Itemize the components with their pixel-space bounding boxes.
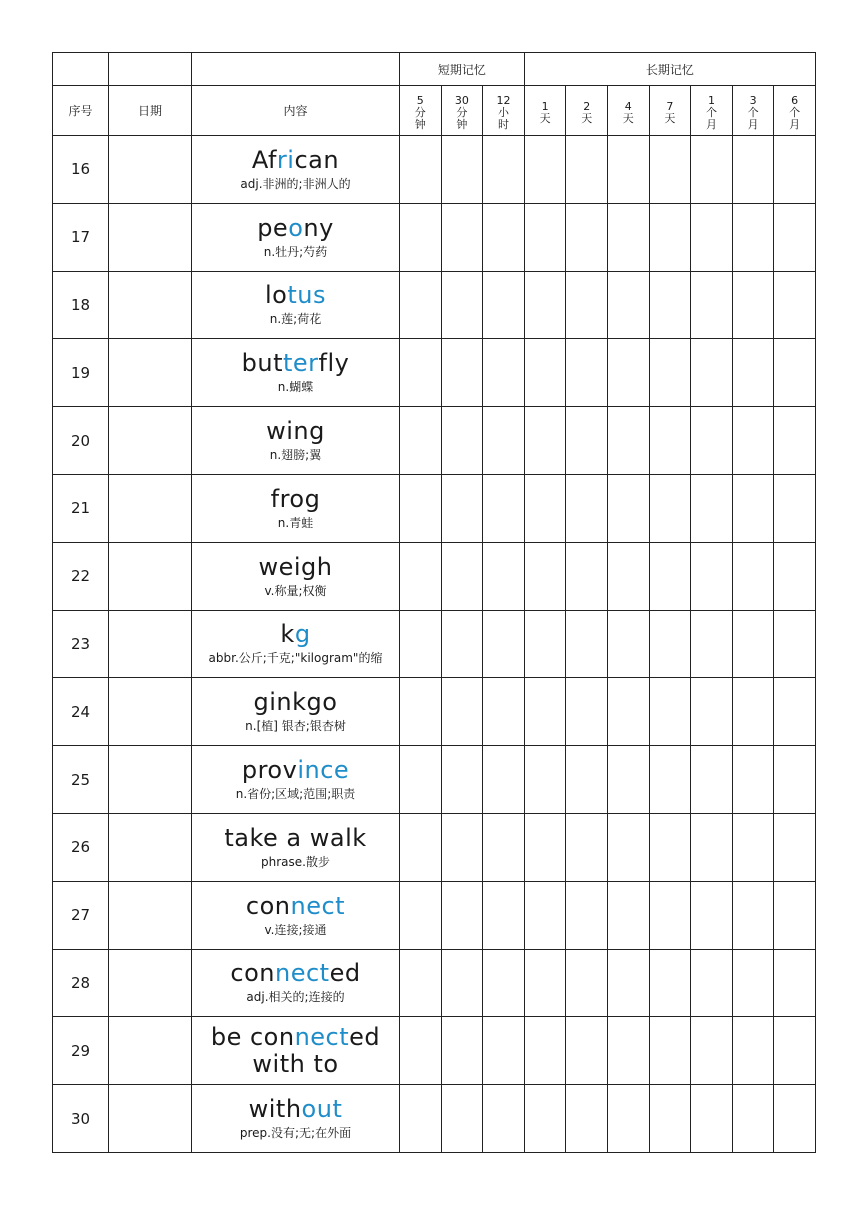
content-cell — [192, 474, 400, 542]
review-checkbox-cell-1[interactable] — [441, 407, 483, 475]
word-rows — [53, 136, 816, 1153]
review-checkbox-cell-8[interactable] — [732, 136, 774, 204]
review-checkbox-cell-7[interactable] — [691, 474, 733, 542]
date-cell[interactable] — [109, 678, 192, 746]
date-cell[interactable] — [109, 746, 192, 814]
blank-header-cell — [192, 53, 400, 86]
review-checkbox-cell-8[interactable] — [732, 339, 774, 407]
row-index: 25 — [53, 746, 109, 814]
review-checkbox-cell-9[interactable] — [774, 881, 816, 949]
word-highlight-segment: out — [301, 1095, 343, 1124]
row-index: 17 — [53, 203, 109, 271]
review-checkbox-cell-3[interactable] — [524, 407, 566, 475]
word-segment: ed — [349, 1022, 381, 1051]
review-checkbox-cell-2[interactable] — [483, 339, 525, 407]
interval-header-1: 30 分 钟 — [441, 86, 483, 136]
review-checkbox-cell-6[interactable] — [649, 610, 691, 678]
table-row — [53, 813, 816, 881]
row-index: 29 — [53, 1017, 109, 1085]
review-checkbox-cell-6[interactable] — [649, 339, 691, 407]
review-checkbox-cell-4[interactable] — [566, 949, 608, 1017]
word-segment: con — [245, 891, 291, 920]
review-checkbox-cell-6[interactable] — [649, 136, 691, 204]
row-index: 30 — [53, 1085, 109, 1153]
review-checkbox-cell-2[interactable] — [483, 271, 525, 339]
review-checkbox-cell-9[interactable] — [774, 542, 816, 610]
date-cell[interactable] — [109, 610, 192, 678]
content-cell — [192, 610, 400, 678]
review-checkbox-cell-1[interactable] — [441, 746, 483, 814]
content-cell — [192, 271, 400, 339]
review-checkbox-cell-1[interactable] — [441, 339, 483, 407]
table-row — [53, 474, 816, 542]
review-checkbox-cell-1[interactable] — [441, 271, 483, 339]
word-text — [192, 621, 399, 648]
review-checkbox-cell-5[interactable] — [608, 1017, 650, 1085]
header-row-columns — [53, 86, 816, 136]
review-checkbox-cell-7[interactable] — [691, 746, 733, 814]
review-checkbox-cell-2[interactable] — [483, 1017, 525, 1085]
header-row-groups — [53, 53, 816, 86]
word-text — [192, 689, 399, 716]
word-segment: but — [241, 349, 283, 378]
word-segment: weigh — [258, 552, 333, 581]
review-checkbox-cell-1[interactable] — [441, 474, 483, 542]
review-checkbox-cell-3[interactable] — [524, 1085, 566, 1153]
review-checkbox-cell-1[interactable] — [441, 949, 483, 1017]
row-index: 28 — [53, 949, 109, 1017]
review-checkbox-cell-7[interactable] — [691, 1017, 733, 1085]
date-cell[interactable] — [109, 542, 192, 610]
review-checkbox-cell-3[interactable] — [524, 271, 566, 339]
table-row — [53, 746, 816, 814]
review-checkbox-cell-8[interactable] — [732, 271, 774, 339]
word-text — [192, 554, 399, 581]
row-index: 22 — [53, 542, 109, 610]
date-cell[interactable] — [109, 339, 192, 407]
review-checkbox-cell-8[interactable] — [732, 1017, 774, 1085]
date-cell[interactable] — [109, 474, 192, 542]
review-checkbox-cell-6[interactable] — [649, 542, 691, 610]
review-checkbox-cell-3[interactable] — [524, 474, 566, 542]
word-highlight-segment: g — [294, 620, 311, 649]
word-segment: take a walk — [224, 823, 367, 852]
table-row — [53, 136, 816, 204]
interval-header-8: 3 个 月 — [732, 86, 774, 136]
review-checkbox-cell-7[interactable] — [691, 542, 733, 610]
review-checkbox-cell-9[interactable] — [774, 474, 816, 542]
review-checkbox-cell-4[interactable] — [566, 136, 608, 204]
review-checkbox-cell-2[interactable] — [483, 746, 525, 814]
content-cell — [192, 1085, 400, 1153]
interval-header-0: 5 分 钟 — [400, 86, 442, 136]
content-cell — [192, 1017, 400, 1085]
word-meaning: v.称量;权衡 — [264, 583, 327, 598]
table-row — [53, 407, 816, 475]
word-segment: Af — [251, 145, 277, 174]
review-checkbox-cell-0[interactable] — [400, 542, 442, 610]
interval-header-4: 2 天 — [566, 86, 608, 136]
review-checkbox-cell-8[interactable] — [732, 203, 774, 271]
review-checkbox-cell-2[interactable] — [483, 610, 525, 678]
word-text — [192, 893, 399, 920]
review-checkbox-cell-8[interactable] — [732, 474, 774, 542]
review-checkbox-cell-4[interactable] — [566, 813, 608, 881]
date-cell[interactable] — [109, 203, 192, 271]
review-checkbox-cell-5[interactable] — [608, 678, 650, 746]
word-text — [192, 757, 399, 784]
review-checkbox-cell-6[interactable] — [649, 881, 691, 949]
interval-header-5: 4 天 — [608, 86, 650, 136]
table-row — [53, 203, 816, 271]
word-text — [192, 282, 399, 309]
row-index: 18 — [53, 271, 109, 339]
row-index: 19 — [53, 339, 109, 407]
row-index: 27 — [53, 881, 109, 949]
review-checkbox-cell-7[interactable] — [691, 339, 733, 407]
review-checkbox-cell-6[interactable] — [649, 678, 691, 746]
date-cell[interactable] — [109, 407, 192, 475]
table-row — [53, 339, 816, 407]
word-highlight-segment: o — [288, 213, 304, 242]
review-checkbox-cell-8[interactable] — [732, 678, 774, 746]
review-checkbox-cell-4[interactable] — [566, 474, 608, 542]
review-checkbox-cell-2[interactable] — [483, 881, 525, 949]
review-checkbox-cell-9[interactable] — [774, 407, 816, 475]
review-checkbox-cell-0[interactable] — [400, 678, 442, 746]
review-checkbox-cell-2[interactable] — [483, 136, 525, 204]
word-text — [192, 825, 399, 852]
word-segment: ed — [329, 959, 361, 988]
review-checkbox-cell-3[interactable] — [524, 678, 566, 746]
review-checkbox-cell-3[interactable] — [524, 949, 566, 1017]
review-checkbox-cell-5[interactable] — [608, 610, 650, 678]
review-checkbox-cell-9[interactable] — [774, 678, 816, 746]
row-index: 26 — [53, 813, 109, 881]
word-meaning: adj.非洲的;非洲人的 — [240, 176, 351, 191]
word-segment: fly — [318, 349, 350, 378]
content-cell — [192, 339, 400, 407]
review-checkbox-cell-1[interactable] — [441, 1017, 483, 1085]
review-checkbox-cell-2[interactable] — [483, 542, 525, 610]
review-checkbox-cell-4[interactable] — [566, 881, 608, 949]
review-checkbox-cell-9[interactable] — [774, 1085, 816, 1153]
row-index: 16 — [53, 136, 109, 204]
table-row — [53, 271, 816, 339]
review-checkbox-cell-3[interactable] — [524, 881, 566, 949]
review-checkbox-cell-2[interactable] — [483, 474, 525, 542]
interval-header-3: 1 天 — [524, 86, 566, 136]
word-segment: k — [280, 620, 295, 649]
content-cell — [192, 949, 400, 1017]
table-row — [53, 1085, 816, 1153]
review-checkbox-cell-5[interactable] — [608, 542, 650, 610]
review-checkbox-cell-8[interactable] — [732, 1085, 774, 1153]
content-column-header: 内容 — [192, 86, 400, 136]
word-segment: frog — [270, 484, 321, 513]
review-checkbox-cell-9[interactable] — [774, 949, 816, 1017]
review-checkbox-cell-0[interactable] — [400, 949, 442, 1017]
review-checkbox-cell-0[interactable] — [400, 339, 442, 407]
review-checkbox-cell-5[interactable] — [608, 746, 650, 814]
review-checkbox-cell-1[interactable] — [441, 542, 483, 610]
content-cell — [192, 881, 400, 949]
review-checkbox-cell-6[interactable] — [649, 407, 691, 475]
review-checkbox-cell-3[interactable] — [524, 1017, 566, 1085]
review-checkbox-cell-6[interactable] — [649, 203, 691, 271]
word-segment: ny — [303, 213, 334, 242]
interval-header-6: 7 天 — [649, 86, 691, 136]
row-index: 24 — [53, 678, 109, 746]
review-checkbox-cell-3[interactable] — [524, 610, 566, 678]
word-text — [192, 960, 399, 987]
word-segment: ginkgo — [253, 688, 338, 717]
word-text — [192, 350, 399, 377]
content-cell — [192, 136, 400, 204]
word-text — [192, 486, 399, 513]
review-checkbox-cell-7[interactable] — [691, 949, 733, 1017]
review-checkbox-cell-4[interactable] — [566, 1085, 608, 1153]
word-meaning: prep.没有;无;在外面 — [239, 1126, 352, 1141]
review-checkbox-cell-5[interactable] — [608, 136, 650, 204]
review-checkbox-cell-9[interactable] — [774, 610, 816, 678]
word-text — [192, 418, 399, 445]
review-checkbox-cell-2[interactable] — [483, 203, 525, 271]
word-highlight-segment: ter — [282, 349, 319, 378]
word-text — [192, 1096, 399, 1123]
word-meaning: adj.相关的;连接的 — [246, 990, 345, 1005]
review-checkbox-cell-9[interactable] — [774, 339, 816, 407]
review-checkbox-cell-3[interactable] — [524, 813, 566, 881]
date-cell[interactable] — [109, 1085, 192, 1153]
review-checkbox-cell-7[interactable] — [691, 271, 733, 339]
review-checkbox-cell-9[interactable] — [774, 203, 816, 271]
review-checkbox-cell-8[interactable] — [732, 949, 774, 1017]
review-checkbox-cell-1[interactable] — [441, 1085, 483, 1153]
review-checkbox-cell-4[interactable] — [566, 542, 608, 610]
review-checkbox-cell-6[interactable] — [649, 474, 691, 542]
date-cell[interactable] — [109, 813, 192, 881]
long-term-memory-header: 长期记忆 — [524, 53, 815, 86]
interval-header-9: 6 个 月 — [774, 86, 816, 136]
word-text — [192, 1024, 399, 1078]
date-cell[interactable] — [109, 881, 192, 949]
word-highlight-segment: tus — [287, 281, 326, 310]
table-row — [53, 542, 816, 610]
word-segment: with to — [252, 1049, 339, 1078]
word-segment: can — [294, 145, 340, 174]
blank-header-cell — [109, 53, 192, 86]
word-meaning: n.牡丹;芍药 — [263, 244, 328, 259]
review-checkbox-cell-4[interactable] — [566, 1017, 608, 1085]
word-segment: be con — [210, 1022, 295, 1051]
review-checkbox-cell-0[interactable] — [400, 813, 442, 881]
review-checkbox-cell-0[interactable] — [400, 203, 442, 271]
table-row — [53, 881, 816, 949]
date-cell[interactable] — [109, 271, 192, 339]
word-segment: prov — [241, 756, 298, 785]
word-highlight-segment: nect — [290, 891, 346, 920]
review-checkbox-cell-3[interactable] — [524, 746, 566, 814]
review-checkbox-cell-8[interactable] — [732, 610, 774, 678]
row-index: 21 — [53, 474, 109, 542]
review-checkbox-cell-0[interactable] — [400, 1085, 442, 1153]
review-checkbox-cell-6[interactable] — [649, 746, 691, 814]
word-segment: lo — [265, 281, 288, 310]
review-checkbox-cell-0[interactable] — [400, 136, 442, 204]
review-checkbox-cell-2[interactable] — [483, 678, 525, 746]
word-meaning: phrase.散步 — [261, 854, 330, 869]
review-checkbox-cell-7[interactable] — [691, 610, 733, 678]
review-checkbox-cell-2[interactable] — [483, 1085, 525, 1153]
review-checkbox-cell-9[interactable] — [774, 746, 816, 814]
review-checkbox-cell-8[interactable] — [732, 813, 774, 881]
review-checkbox-cell-3[interactable] — [524, 203, 566, 271]
word-highlight-segment: nect — [294, 1022, 350, 1051]
content-cell — [192, 542, 400, 610]
review-checkbox-cell-5[interactable] — [608, 474, 650, 542]
review-checkbox-cell-3[interactable] — [524, 339, 566, 407]
table-row — [53, 610, 816, 678]
review-checkbox-cell-5[interactable] — [608, 949, 650, 1017]
date-column-header: 日期 — [109, 86, 192, 136]
review-checkbox-cell-8[interactable] — [732, 407, 774, 475]
review-checkbox-cell-1[interactable] — [441, 678, 483, 746]
review-checkbox-cell-0[interactable] — [400, 881, 442, 949]
word-meaning: abbr.公斤;千克;"kilogram"的缩 — [208, 651, 383, 666]
review-checkbox-cell-1[interactable] — [441, 813, 483, 881]
review-checkbox-cell-5[interactable] — [608, 813, 650, 881]
review-checkbox-cell-3[interactable] — [524, 542, 566, 610]
date-cell[interactable] — [109, 136, 192, 204]
review-checkbox-cell-9[interactable] — [774, 813, 816, 881]
review-checkbox-cell-6[interactable] — [649, 1085, 691, 1153]
review-checkbox-cell-6[interactable] — [649, 813, 691, 881]
review-checkbox-cell-5[interactable] — [608, 407, 650, 475]
review-checkbox-cell-4[interactable] — [566, 610, 608, 678]
review-checkbox-cell-7[interactable] — [691, 407, 733, 475]
review-checkbox-cell-1[interactable] — [441, 203, 483, 271]
review-checkbox-cell-4[interactable] — [566, 339, 608, 407]
review-checkbox-cell-5[interactable] — [608, 881, 650, 949]
review-checkbox-cell-2[interactable] — [483, 949, 525, 1017]
word-segment: wing — [266, 417, 325, 446]
blank-header-cell — [53, 53, 109, 86]
review-checkbox-cell-8[interactable] — [732, 746, 774, 814]
short-term-memory-header: 短期记忆 — [400, 53, 525, 86]
review-checkbox-cell-4[interactable] — [566, 678, 608, 746]
index-column-header: 序号 — [53, 86, 109, 136]
review-checkbox-cell-4[interactable] — [566, 746, 608, 814]
review-checkbox-cell-4[interactable] — [566, 407, 608, 475]
review-checkbox-cell-9[interactable] — [774, 271, 816, 339]
review-checkbox-cell-5[interactable] — [608, 203, 650, 271]
review-checkbox-cell-9[interactable] — [774, 136, 816, 204]
review-checkbox-cell-6[interactable] — [649, 271, 691, 339]
review-checkbox-cell-0[interactable] — [400, 407, 442, 475]
review-checkbox-cell-0[interactable] — [400, 1017, 442, 1085]
review-checkbox-cell-0[interactable] — [400, 474, 442, 542]
review-checkbox-cell-4[interactable] — [566, 203, 608, 271]
review-checkbox-cell-6[interactable] — [649, 1017, 691, 1085]
review-checkbox-cell-3[interactable] — [524, 136, 566, 204]
review-checkbox-cell-1[interactable] — [441, 136, 483, 204]
content-cell — [192, 678, 400, 746]
review-checkbox-cell-0[interactable] — [400, 610, 442, 678]
word-text — [192, 215, 399, 242]
word-meaning: n.[植] 银杏;银杏树 — [245, 719, 346, 734]
word-highlight-segment: ri — [276, 145, 295, 174]
row-index: 23 — [53, 610, 109, 678]
review-checkbox-cell-1[interactable] — [441, 610, 483, 678]
review-checkbox-cell-9[interactable] — [774, 1017, 816, 1085]
review-checkbox-cell-2[interactable] — [483, 407, 525, 475]
table-row — [53, 1017, 816, 1085]
review-checkbox-cell-5[interactable] — [608, 339, 650, 407]
review-checkbox-cell-6[interactable] — [649, 949, 691, 1017]
word-segment: con — [230, 959, 275, 988]
table-row — [53, 949, 816, 1017]
content-cell — [192, 407, 400, 475]
vocabulary-review-table — [52, 52, 816, 1153]
word-segment: pe — [257, 213, 289, 242]
review-checkbox-cell-7[interactable] — [691, 881, 733, 949]
review-checkbox-cell-2[interactable] — [483, 813, 525, 881]
word-meaning: n.青蛙 — [277, 515, 314, 530]
word-segment: with — [248, 1095, 302, 1124]
word-text — [192, 147, 399, 174]
word-meaning: n.翅膀;翼 — [269, 448, 322, 463]
review-checkbox-cell-1[interactable] — [441, 881, 483, 949]
review-checkbox-cell-0[interactable] — [400, 271, 442, 339]
interval-header-2: 12 小 时 — [483, 86, 525, 136]
row-index: 20 — [53, 407, 109, 475]
review-checkbox-cell-7[interactable] — [691, 203, 733, 271]
review-checkbox-cell-0[interactable] — [400, 746, 442, 814]
review-checkbox-cell-4[interactable] — [566, 271, 608, 339]
review-checkbox-cell-5[interactable] — [608, 271, 650, 339]
review-checkbox-cell-8[interactable] — [732, 542, 774, 610]
word-meaning: v.连接;接通 — [264, 922, 327, 937]
word-meaning: n.省份;区域;范围;职责 — [235, 787, 356, 802]
word-highlight-segment: ince — [297, 756, 350, 785]
word-meaning: n.蝴蝶 — [277, 380, 314, 395]
review-checkbox-cell-7[interactable] — [691, 678, 733, 746]
word-meaning: n.莲;荷花 — [269, 312, 322, 327]
content-cell — [192, 813, 400, 881]
review-checkbox-cell-8[interactable] — [732, 881, 774, 949]
date-cell[interactable] — [109, 949, 192, 1017]
interval-header-7: 1 个 月 — [691, 86, 733, 136]
review-checkbox-cell-7[interactable] — [691, 813, 733, 881]
table-row — [53, 678, 816, 746]
review-checkbox-cell-7[interactable] — [691, 1085, 733, 1153]
word-highlight-segment: nect — [275, 959, 330, 988]
content-cell — [192, 746, 400, 814]
review-checkbox-cell-7[interactable] — [691, 136, 733, 204]
review-checkbox-cell-5[interactable] — [608, 1085, 650, 1153]
content-cell — [192, 203, 400, 271]
date-cell[interactable] — [109, 1017, 192, 1085]
